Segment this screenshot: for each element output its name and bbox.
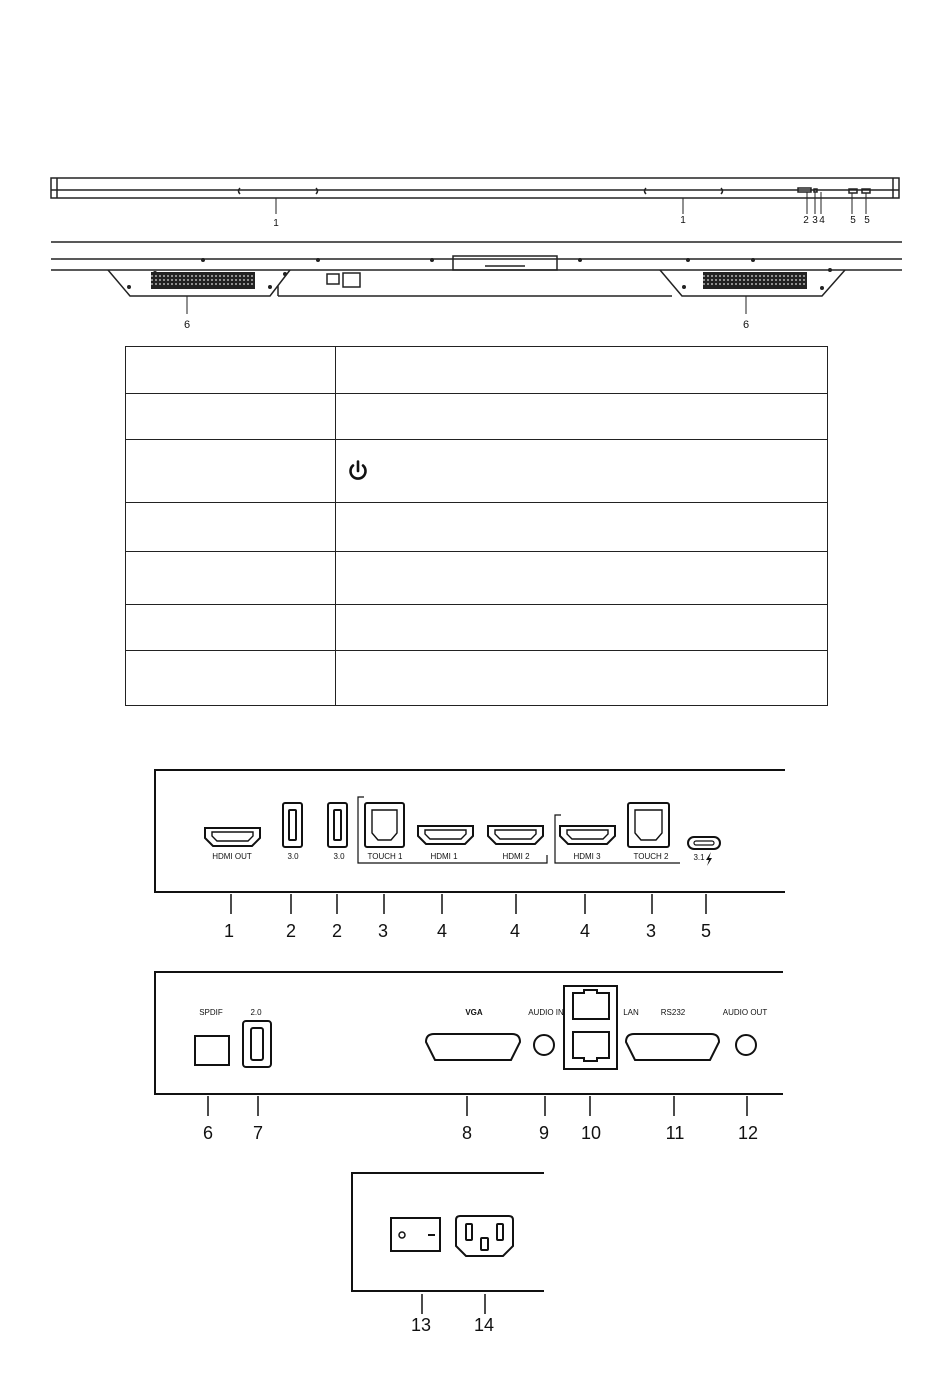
table-row: [126, 347, 828, 394]
usb20-port: [243, 1021, 271, 1067]
callout-number: 13: [410, 1315, 432, 1335]
callout-number: 4: [579, 921, 591, 941]
port-label: RS232: [660, 1008, 686, 1017]
callout-number: 3: [645, 921, 657, 941]
usb30-port: [328, 803, 347, 847]
callout-label: 1: [680, 215, 686, 226]
port-label: HDMI 3: [573, 852, 601, 861]
speaker-grille-left: [151, 272, 255, 289]
port-label: LAN: [623, 1008, 639, 1017]
port-label: HDMI 1: [430, 852, 458, 861]
lan-port: [564, 986, 617, 1069]
table-cell-label: [126, 651, 336, 706]
callout-number: 7: [252, 1123, 264, 1143]
table-row: [126, 440, 828, 503]
port-label: AUDIO OUT: [722, 1008, 768, 1017]
table-cell-label: [126, 605, 336, 651]
callout-label: 1: [273, 218, 279, 229]
callout-number: 3: [377, 921, 389, 941]
touch1-port: [365, 803, 404, 847]
callout-number: 4: [509, 921, 521, 941]
usb30-port: [283, 803, 302, 847]
callout-number: 2: [331, 921, 343, 941]
table-cell-label: [126, 440, 336, 503]
port-label: 2.0: [250, 1008, 262, 1017]
table-cell-desc: [336, 440, 828, 503]
callout-label: 5: [864, 215, 870, 226]
port-label: HDMI 2: [502, 852, 530, 861]
side-view-diagram: [0, 0, 950, 340]
ac-inlet-port: [456, 1216, 513, 1256]
callout-number: 11: [665, 1123, 685, 1143]
table-row: [126, 605, 828, 651]
callout-number: 1: [223, 921, 235, 941]
port-label: TOUCH 2: [633, 852, 669, 861]
rear-io-panel: [0, 962, 950, 1147]
usbc-port: [688, 837, 720, 849]
front-io-panel: [0, 760, 950, 950]
hdmi1-port: [418, 826, 473, 844]
callout-label: 6: [183, 319, 191, 331]
callout-number: 14: [473, 1315, 495, 1335]
audio-in-port: [534, 1035, 554, 1055]
callout-label: 6: [742, 319, 750, 331]
callout-number: 6: [202, 1123, 214, 1143]
callout-label: 2: [803, 215, 809, 226]
port-label: HDMI OUT: [212, 852, 252, 861]
table-cell-desc: [336, 651, 828, 706]
table-row: [126, 552, 828, 605]
callout-number: 10: [580, 1123, 602, 1143]
table-cell-desc: [336, 503, 828, 552]
callout-label: 5: [850, 215, 856, 226]
port-label: 3.0: [333, 852, 345, 861]
table-cell-label: [126, 347, 336, 394]
hdmi2-port: [488, 826, 543, 844]
table-cell-desc: [336, 552, 828, 605]
power-switch: [391, 1218, 440, 1251]
table-row: [126, 503, 828, 552]
power-icon: [346, 459, 370, 483]
callout-label: 3: [812, 215, 818, 226]
port-label: 3.0: [287, 852, 299, 861]
touch2-port: [628, 803, 669, 847]
lightning-icon: [706, 852, 712, 866]
hdmi-out-port: [205, 828, 260, 846]
table-row: [126, 394, 828, 440]
top-edge-bar: [51, 178, 899, 198]
callout-number: 12: [737, 1123, 759, 1143]
rs232-port: [626, 1034, 719, 1060]
port-label: 3.1: [693, 853, 705, 862]
table-cell-desc: [336, 394, 828, 440]
callout-number: 9: [538, 1123, 550, 1143]
power-panel: [0, 1165, 950, 1345]
table-cell-label: [126, 503, 336, 552]
port-label: AUDIO IN: [528, 1008, 564, 1017]
table-cell-label: [126, 552, 336, 605]
table-cell-label: [126, 394, 336, 440]
hdmi3-port: [560, 826, 615, 844]
speaker-grille-right: [703, 272, 807, 289]
spdif-port: [195, 1036, 229, 1065]
callout-label: 4: [819, 215, 825, 226]
vga-port: [426, 1034, 520, 1060]
callout-number: 5: [700, 921, 712, 941]
top-callout-leaders: [276, 192, 866, 214]
table-cell-desc: [336, 347, 828, 394]
table-cell-desc: [336, 605, 828, 651]
audio-out-port: [736, 1035, 756, 1055]
port-label: VGA: [465, 1008, 483, 1017]
callout-number: 8: [461, 1123, 473, 1143]
port-label: SPDIF: [199, 1008, 223, 1017]
callout-number: 2: [285, 921, 297, 941]
callout-number: 4: [436, 921, 448, 941]
table-row: [126, 651, 828, 706]
port-label: TOUCH 1: [367, 852, 403, 861]
spec-table: [125, 346, 828, 706]
